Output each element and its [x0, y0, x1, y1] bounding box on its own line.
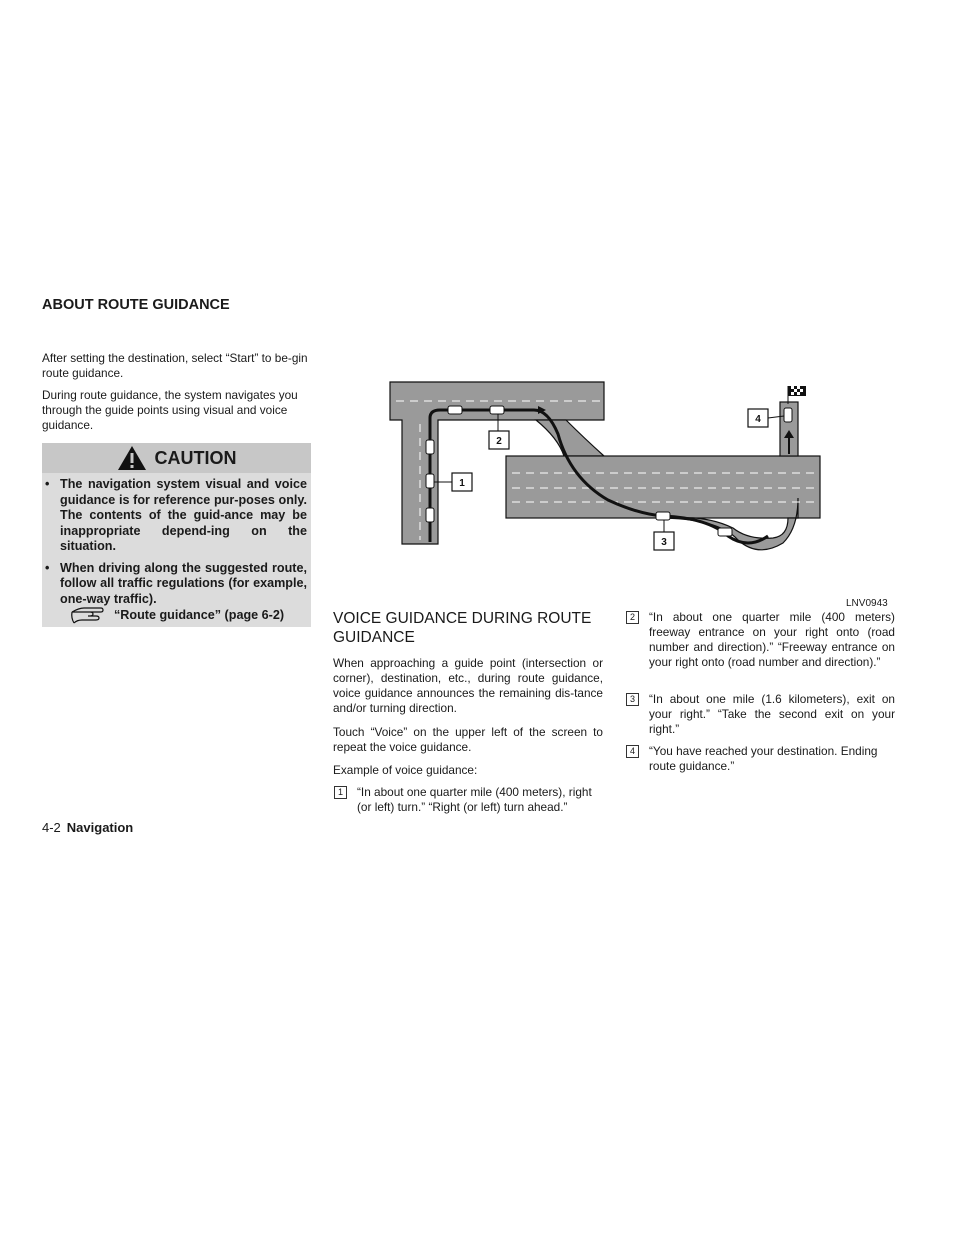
intro-paragraph-2: During route guidance, the system navigates you through the guide points using visual and voice guidance. — [42, 388, 298, 432]
intro-paragraph-1: After setting the destination, select “Start” to be-gin route guidance. — [42, 351, 308, 380]
caution-title: CAUTION — [154, 447, 237, 468]
reference-link[interactable]: “Route guidance” (page 6-2) — [114, 608, 285, 622]
marker-1-label: 1 — [459, 478, 465, 489]
footer-section: Navigation — [66, 820, 134, 835]
caution-list — [42, 477, 311, 613]
example-item-4: 4 “You have reached your destination. Ending route guidance.” — [626, 744, 895, 774]
number-box: 1 — [334, 786, 347, 799]
example-item-2: 2 “In about one quarter mile (400 meters) freeway entrance on your right onto (road number and direction).” “Freeway entrance on your right onto (road number and direction).” — [626, 610, 895, 670]
marker-4-label: 4 — [755, 414, 761, 425]
voice-paragraph-2: Touch “Voice” on the upper left of the screen to repeat the voice guidance. — [333, 725, 603, 754]
caution-item: • When driving along the suggested route, follow all traffic regulations (for example, one-way traffic). — [45, 560, 307, 606]
voice-guidance-title: VOICE GUIDANCE DURING ROUTE GUIDANCE — [333, 610, 592, 646]
caution-header — [42, 443, 311, 473]
page-number: 4-2 — [42, 820, 61, 835]
example-item-1: 1 “In about one quarter mile (400 meters), right (or left) turn.” “Right (or left) turn ahead.” — [334, 785, 604, 815]
marker-3-label: 3 — [661, 537, 667, 548]
number-box: 4 — [626, 745, 639, 758]
voice-paragraph-3: Example of voice guidance: — [333, 763, 478, 777]
example-item-3: 3 “In about one mile (1.6 kilometers), exit on your right.” “Take the second exit on your right.” — [626, 692, 895, 737]
section-title: ABOUT ROUTE GUIDANCE — [42, 297, 230, 313]
page-footer — [42, 820, 133, 835]
pointing-hand-icon — [70, 606, 104, 624]
bullet-icon: • — [45, 560, 50, 575]
number-box: 3 — [626, 693, 639, 706]
marker-2-label: 2 — [496, 436, 502, 447]
number-box: 2 — [626, 611, 639, 624]
warning-triangle-icon — [117, 445, 147, 471]
route-diagram — [388, 378, 828, 558]
caution-box — [42, 443, 311, 627]
bullet-icon: • — [45, 477, 50, 491]
voice-paragraph-1: When approaching a guide point (intersection or corner), destination, etc., during route guidance, voice guidance announces the remaining dis-tance and/or turning direction. — [333, 656, 603, 715]
caution-reference — [70, 606, 308, 624]
caution-item: • The navigation system visual and voice guidance is for reference pur-poses only. The contents of the guid-ance may be inappropriate depend-ing on the situation. — [45, 477, 307, 553]
figure-code: LNV0943 — [846, 598, 888, 609]
